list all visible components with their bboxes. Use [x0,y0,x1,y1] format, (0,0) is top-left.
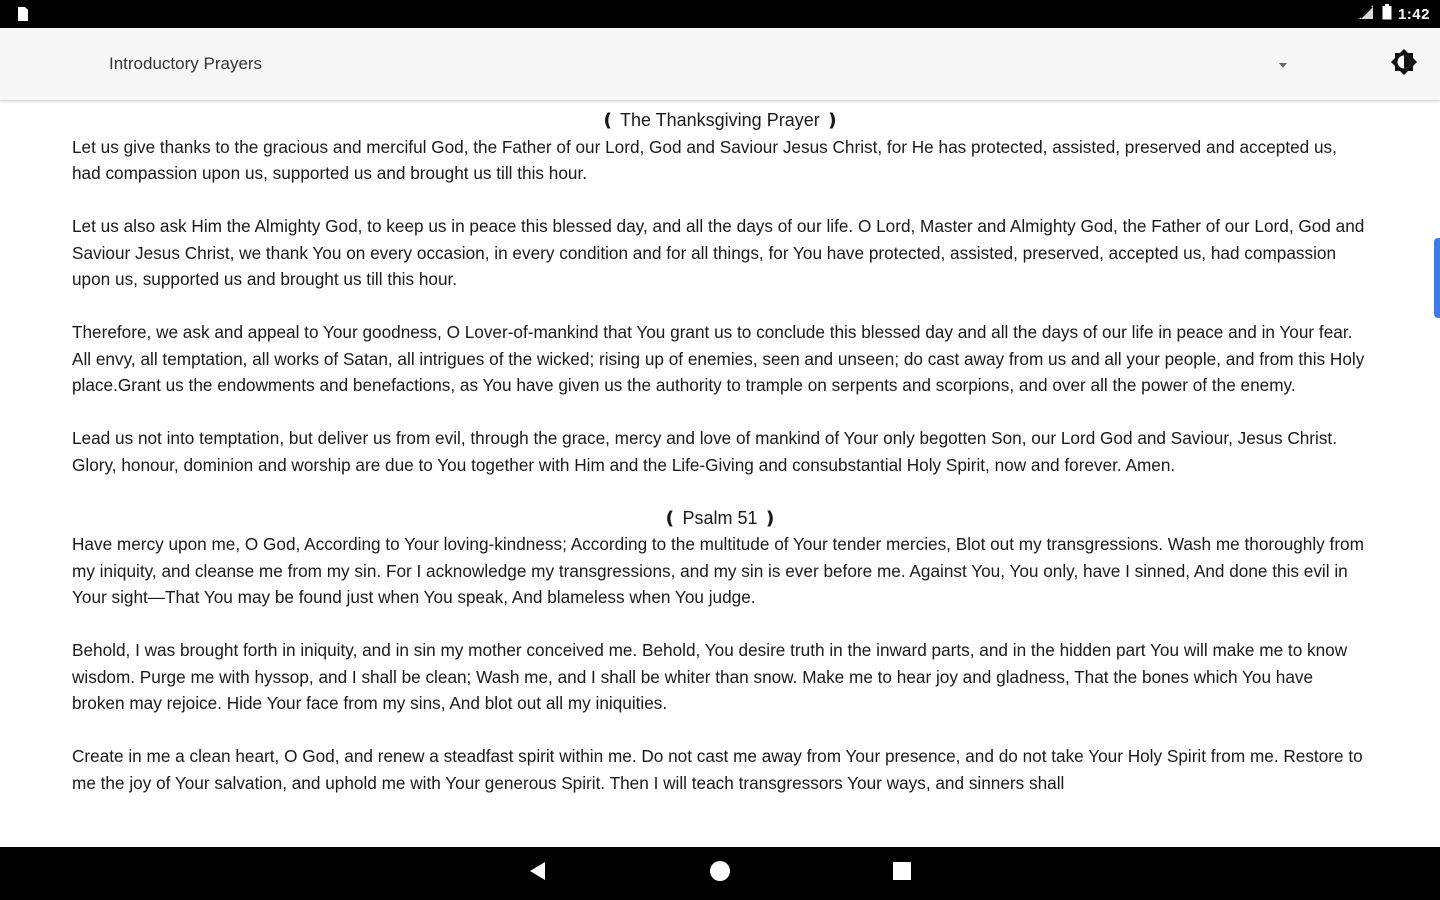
recents-icon [891,860,913,887]
psalm-paragraph: Have mercy upon me, O God, According to Your loving-kindness; According to the multitude of Your tender mercies, Blot out my transgressions. Wash me thoroughly from my iniquity, and cleanse me from my sin. For I acknowledge my transgressions, and my sin is ever before me. Against You, You only, have I sinned, And done this evil in Your sight—That You may be found just when You speak, And blameless when You judge. [72,534,1364,607]
section-dropdown[interactable] [109,28,1289,100]
status-bar [0,0,1440,28]
home-icon [709,860,731,887]
recents-button[interactable] [889,860,915,886]
back-button[interactable] [525,860,551,886]
thanksgiving-paragraph: Let us also ask Him the Almighty God, to keep us in peace this blessed day, and all the days of our life. O Lord, Master and Almighty God, the Father of our Lord, God and Saviour Jesus Christ, we thank You on every occasion, in every condition and for all things, for You have protected, assisted, preserved, accepted us, had compassion upon us, supported us and brought us till this hour. [72,216,1365,289]
sd-card-icon [14,6,30,22]
psalm-paragraph: Create in me a clean heart, O God, and renew a steadfast spirit within me. Do not cast me away from Your presence, and do not take Your Holy Spirit from me. Restore to me the joy of Your salvation, and uphold me with Your generous Spirit. Then I will teach transgressors Your ways, and sinners shall [72,746,1363,793]
thanksgiving-heading: ❪ The Thanksgiving Prayer ❫ [600,110,840,130]
thanksgiving-paragraph: Therefore, we ask and appeal to Your goodness, O Lover-of-mankind that You grant us to conclude this blessed day and all the days of our life in peace and in Your fear. All envy, all temptation, all works of Satan, all intrigues of the wicked; rising up of enemies, seen and unseen; do cast away from us and all your people, and from this Holy place.Grant us the endowments and benefactions, as You have given us the authority to trample on serpents and scorpions, and over all the power of the enemy. [72,322,1365,395]
status-time: 1:42 [1397,5,1430,23]
section-title: Introductory Prayers [109,54,263,73]
signal-icon [1358,4,1376,25]
psalm-paragraph: Behold, I was brought forth in iniquity, and in sin my mother conceived me. Behold, You desire truth in the inward parts, and in the hidden part You will make me to know wisdom. Purge me with hyssop, and I shall be clean; Wash me, and I shall be whiter than snow. Make me to hear joy and gladness, That the bones which You have broken may rejoice. Hide Your face from my sins, And blot out all my iniquities. [72,640,1348,713]
status-icons [1358,0,1430,28]
battery-icon [1382,4,1392,25]
app-bar [0,28,1440,101]
prayer-content[interactable] [0,101,1440,847]
home-button[interactable] [707,860,733,886]
thanksgiving-paragraph: Lead us not into temptation, but deliver us from evil, through the grace, mercy and love of mankind of Your only begotten Son, our Lord God and Saviour, Jesus Christ. Glory, honour, dominion and worship are due to You together with Him and the Life-Giving and consubstantial Holy Spirit, now and forever. Amen. [72,428,1337,475]
scrollbar-thumb[interactable] [1434,238,1440,318]
brightness-button[interactable] [1388,48,1420,80]
psalm-heading: ❪ Psalm 51 ❫ [662,507,778,528]
prayer-text [72,107,1368,823]
back-icon [527,860,549,887]
brightness-icon [1390,48,1418,81]
thanksgiving-paragraph: Let us give thanks to the gracious and merciful God, the Father of our Lord, God and Saviour Jesus Christ, for He has protected, assisted, preserved and accepted us, had compassion upon us, supported us and brought us till this hour. [72,136,1337,183]
navigation-bar [0,847,1440,900]
chevron-down-icon [1277,58,1289,70]
